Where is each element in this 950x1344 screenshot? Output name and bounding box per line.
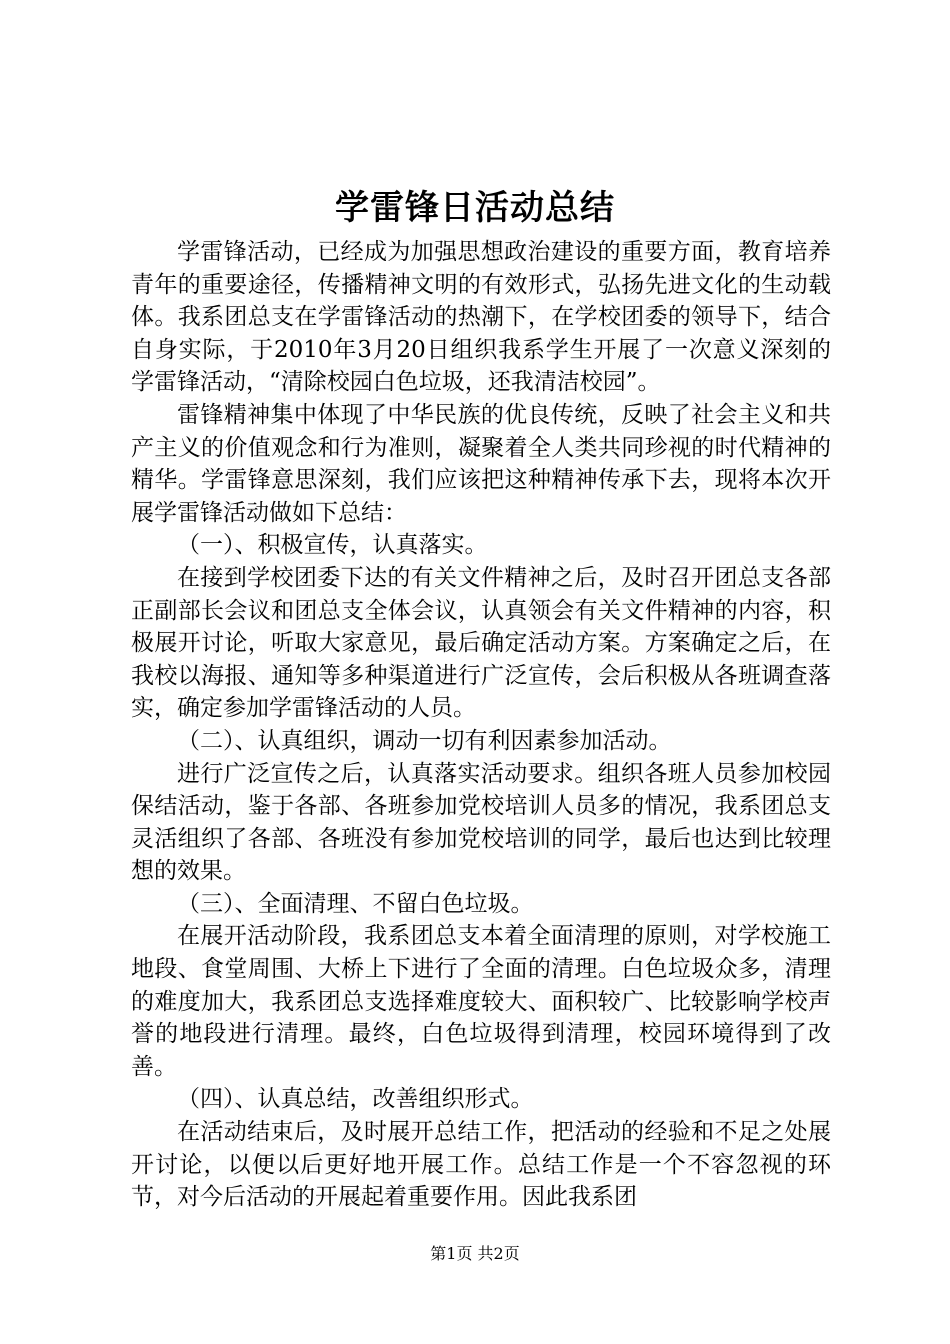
section-heading-3: （三）、全面清理、不留白色垃圾。 (177, 890, 534, 917)
section-heading-2: （二）、认真组织，调动一切有利因素参加活动。 (177, 727, 672, 754)
paragraph-section-1: 在接到学校团委下达的有关文件精神之后，及时召开团总支各部正副部长会议和团总支全体会议，认真领会有关文件精神的内容，积极展开讨论，听取大家意见，最后确定活动方案。方案确定之后，在我校以海报、通知等多种渠道进行广泛宣传，会后积极从各班调查落实，确定参加学雷锋活动的人员。 (131, 564, 831, 722)
paragraph-intro: 学雷锋活动，已经成为加强思想政治建设的重要方面，教育培养青年的重要途径，传播精神文明的有效形式，弘扬先进文化的生动载体。我系团总支在学雷锋活动的热潮下，在学校团委的领导下，结合自身实际，于2010年3月20日组织我系学生开展了一次意义深刻的学雷锋活动，“清除校园白色垃圾，还我清洁校园”。 (131, 239, 831, 396)
paragraph-spirit: 雷锋精神集中体现了中华民族的优良传统，反映了社会主义和共产主义的价值观念和行为准则，凝聚着全人类共同珍视的时代精神的精华。学雷锋意思深刻，我们应该把这种精神传承下去，现将本次开展学雷锋活动做如下总结： (131, 401, 831, 526)
paragraph-section-3: 在展开活动阶段，我系团总支本着全面清理的原则，对学校施工地段、食堂周围、大桥上下进行了全面的清理。白色垃圾众多，清理的难度加大，我系团总支选择难度较大、面积较广、比较影响学校声誉的地段进行清理。最终，白色垃圾得到清理，校园环境得到了改善。 (131, 923, 831, 1080)
document-title: 学雷锋日活动总结 (335, 188, 615, 228)
section-heading-4: （四）、认真总结，改善组织形式。 (177, 1086, 534, 1113)
paragraph-section-4: 在活动结束后，及时展开总结工作，把活动的经验和不足之处展开讨论，以便以后更好地开展工作。总结工作是一个不容忽视的环节，对今后活动的开展起着重要作用。因此我系团 (131, 1119, 831, 1211)
paragraph-section-2: 进行广泛宣传之后，认真落实活动要求。组织各班人员参加校园保结活动，鉴于各部、各班参加党校培训人员多的情况，我系团总支灵活组织了各部、各班没有参加党校培训的同学，最后也达到比较理想的效果。 (131, 760, 831, 885)
document-body (131, 236, 831, 1214)
page-number-footer: 第1页 共2页 (430, 1244, 520, 1263)
section-heading-1: （一）、积极宣传，认真落实。 (177, 532, 488, 559)
